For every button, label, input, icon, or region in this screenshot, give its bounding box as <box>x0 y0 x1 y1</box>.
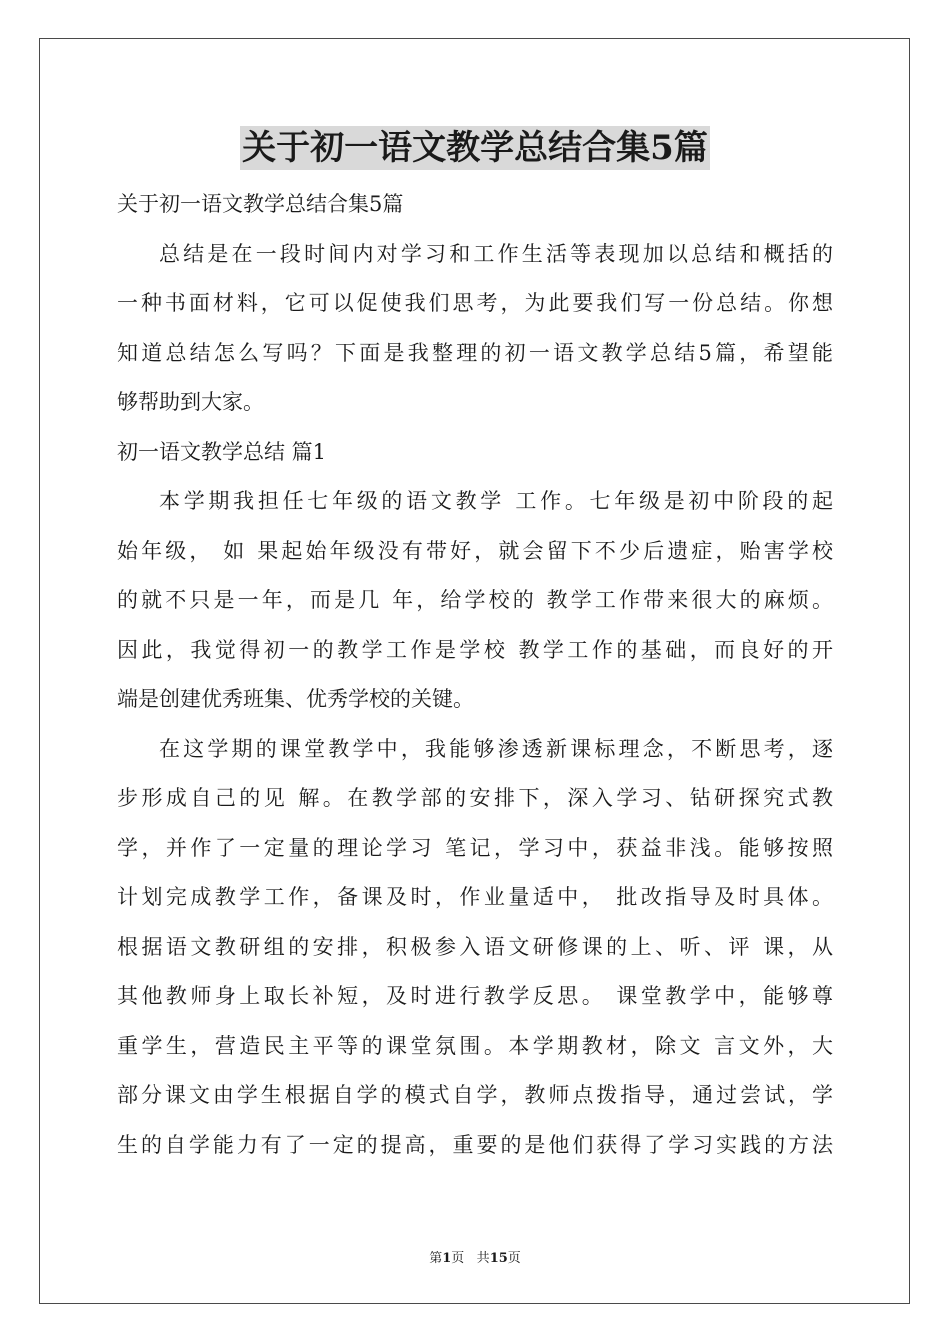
para2-line: 在这学期的课堂教学中，我能够渗透新课标理念，不断思考，逐 <box>159 736 833 761</box>
para1-line: 因此，我觉得初一的教学工作是学校 教学工作的基础，而良好的开 <box>117 637 833 662</box>
para2-line: 计划完成教学工作，备课及时，作业量适中， 批改指导及时具体。 <box>117 885 833 909</box>
para2-line: 学，并作了一定量的理论学习 笔记，学习中，获益非浅。能够按照 <box>117 835 833 860</box>
subtitle: 关于初一语文教学总结合集5篇 <box>117 192 404 216</box>
document-title-wrap <box>0 126 950 170</box>
para2-line: 步形成自己的见 解。在教学部的安排下，深入学习、钻研探究式教 <box>117 786 833 810</box>
para1-line: 端是创建优秀班集、优秀学校的关键。 <box>117 687 474 711</box>
para1-line: 始年级， 如 果起始年级没有带好，就会留下不少后遗症，贻害学校 <box>117 538 833 563</box>
page-number: 1 <box>442 1251 452 1266</box>
intro-line: 知道总结怎么写吗？下面是我整理的初一语文教学总结5篇，希望能 <box>117 340 833 365</box>
page-footer <box>0 1247 950 1266</box>
total-suffix: 页 <box>507 1251 521 1266</box>
intro-line: 一种书面材料，它可以促使我们思考，为此要我们写一份总结。你想 <box>117 291 833 315</box>
page-suffix: 页 <box>451 1251 465 1266</box>
para2-line: 其他教师身上取长补短，及时进行教学反思。 课堂教学中，能够尊 <box>117 984 833 1008</box>
document-body <box>117 180 833 1170</box>
para2-line: 根据语文教研组的安排，积极参入语文研修课的上、听、评 课，从 <box>117 934 833 959</box>
para1-line: 的就不只是一年，而是几 年，给学校的 教学工作带来很大的麻烦。 <box>117 588 833 612</box>
document-title: 关于初一语文教学总结合集5篇 <box>242 128 708 168</box>
total-pages: 15 <box>489 1251 508 1266</box>
intro-line: 总结是在一段时间内对学习和工作生活等表现加以总结和概括的 <box>159 241 833 266</box>
page-prefix: 第 <box>429 1251 443 1266</box>
para2-line: 生的自学能力有了一定的提高，重要的是他们获得了学习实践的方法 <box>117 1132 833 1157</box>
intro-line: 够帮助到大家。 <box>117 390 264 414</box>
para2-line: 重学生，营造民主平等的课堂氛围。本学期教材，除文 言文外，大 <box>117 1033 833 1058</box>
section-heading: 初一语文教学总结 篇1 <box>117 439 327 464</box>
para2-line: 部分课文由学生根据自学的模式自学，教师点拨指导，通过尝试，学 <box>117 1083 833 1107</box>
para1-line: 本学期我担任七年级的语文教学 工作。七年级是初中阶段的起 <box>159 489 833 513</box>
total-prefix: 共 <box>476 1251 490 1266</box>
